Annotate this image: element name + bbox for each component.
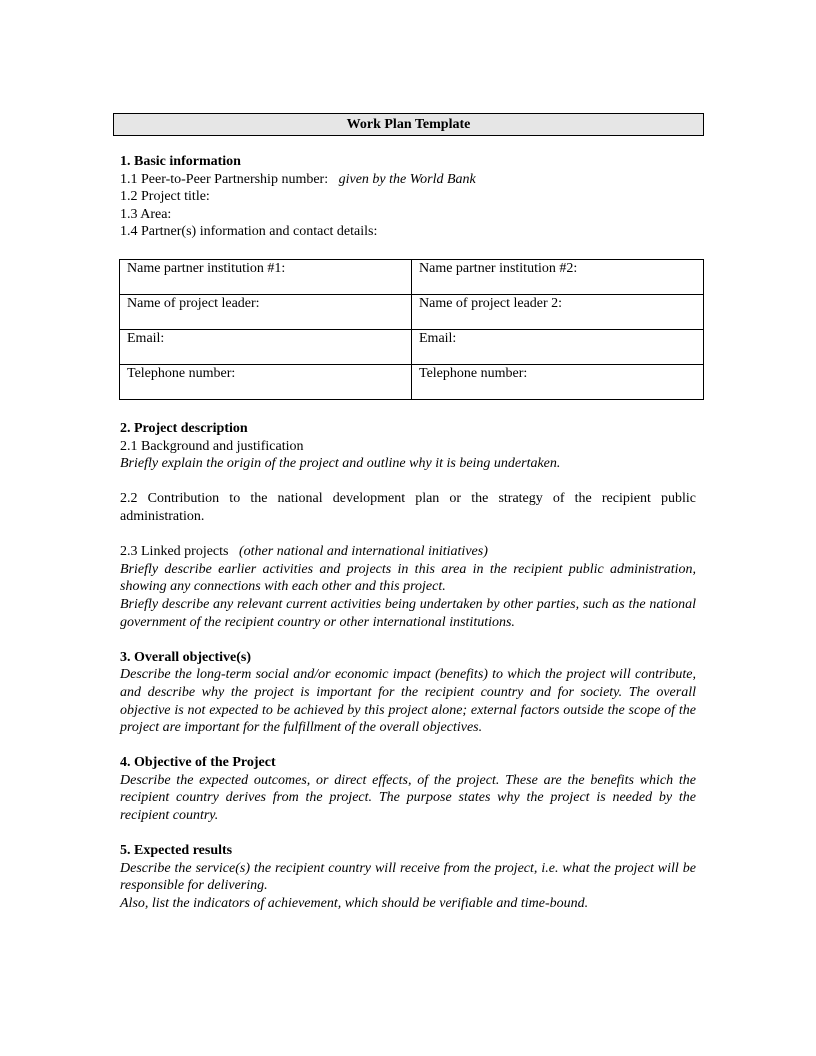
partnership-number-value: given by the World Bank: [338, 171, 476, 187]
linked-projects-text-1: Briefly describe earlier activities and projects in this area in the recipient public administration, showing any connections with each other and this project.: [120, 561, 696, 595]
table-cell: Telephone number:: [412, 365, 704, 400]
linked-projects-text-2: Briefly describe any relevant current activities being undertaken by other parties, such as the national government of the recipient country or other international institutions.: [120, 596, 696, 630]
background-heading: 2.1 Background and justification: [120, 438, 304, 454]
expected-results-text-2: Also, list the indicators of achievement, which should be verifiable and time-bound.: [120, 896, 589, 912]
background-text: Briefly explain the origin of the project and outline why it is being undertaken.: [120, 456, 561, 472]
table-row: [120, 365, 704, 400]
partnership-number-line: [120, 171, 696, 189]
table-cell: Name of project leader 2:: [412, 295, 704, 330]
basic-information-heading: 1. Basic information: [120, 154, 241, 169]
project-description-section: [120, 420, 696, 913]
table-cell: Email:: [412, 330, 704, 365]
project-title-line: 1.2 Project title:: [120, 189, 210, 205]
linked-projects-label: 2.3 Linked projects: [120, 544, 229, 560]
table-cell: Email:: [120, 330, 412, 365]
overall-objective-text: Describe the long-term social and/or economic impact (benefits) to which the project will contribute, and describe why the project is important for the recipient country and for society. The overall objective is not expected to be achieved by this project alone; external factors outside the scope of the project are important for the fulfillment of the overall objectives.: [120, 667, 696, 736]
table-cell: Name of project leader:: [120, 295, 412, 330]
expected-results-text-1: Describe the service(s) the recipient country will receive from the project, i.e. what the project will be responsible for delivering.: [120, 860, 696, 894]
partner-info-line: 1.4 Partner(s) information and contact details:: [120, 224, 378, 240]
table-cell: Name partner institution #1:: [120, 260, 412, 295]
contribution-text: 2.2 Contribution to the national development plan or the strategy of the recipient public administration.: [120, 491, 696, 524]
table-cell: Telephone number:: [120, 365, 412, 400]
table-row: [120, 260, 704, 295]
expected-results-heading: 5. Expected results: [120, 843, 233, 859]
partnership-number-label: 1.1 Peer-to-Peer Partnership number:: [120, 171, 329, 187]
area-line: 1.3 Area:: [120, 206, 172, 222]
overall-objective-heading: 3. Overall objective(s): [120, 649, 252, 665]
document-title: Work Plan Template: [113, 113, 704, 136]
linked-projects-line: [120, 543, 696, 561]
table-cell: Name partner institution #2:: [412, 260, 704, 295]
basic-information-section: [120, 153, 696, 241]
project-description-heading: 2. Project description: [120, 421, 248, 436]
linked-projects-note: (other national and international initiatives): [238, 544, 488, 560]
table-row: [120, 295, 704, 330]
table-row: [120, 330, 704, 365]
project-objective-heading: 4. Objective of the Project: [120, 755, 276, 771]
project-objective-text: Describe the expected outcomes, or direct effects, of the project. These are the benefits which the recipient country derives from the project. The purpose states why the project is needed by the recipient country.: [120, 772, 696, 824]
partners-table: [119, 259, 704, 400]
